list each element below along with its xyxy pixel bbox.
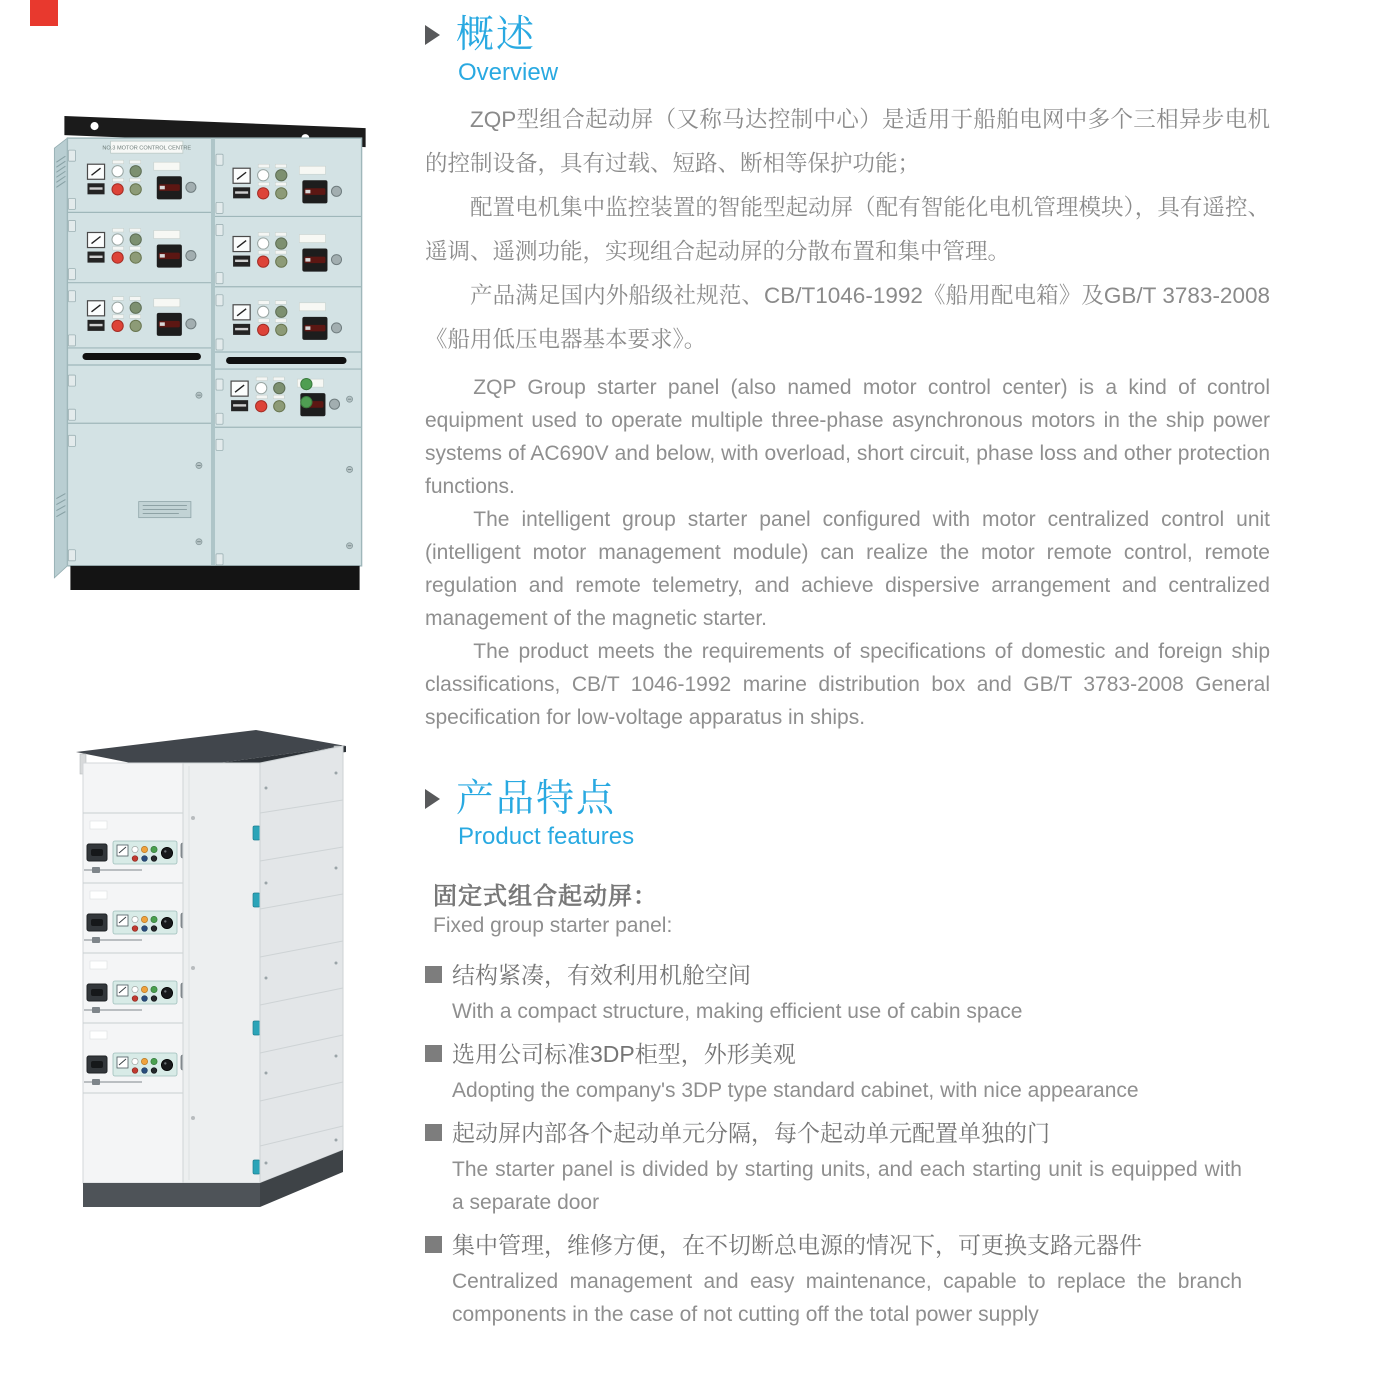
- feature-zh-line: [425, 1116, 1270, 1150]
- starter-unit: [87, 981, 187, 1004]
- feature-en-text: With a compact structure, making efficient use of cabin space: [452, 1000, 1023, 1023]
- overview-paragraph-zh: 配置电机集中监控装置的智能型起动屏（配有智能化电机管理模块），具有遥控、遥调、遥测功能，实现组合起动屏的分散布置和集中管理。: [425, 195, 1270, 264]
- bullet-square-icon: [425, 1045, 442, 1062]
- features-title-en: Product features: [458, 823, 635, 850]
- feature-item: [425, 1116, 1270, 1219]
- features-subtitle-en: Fixed group starter panel:: [433, 914, 673, 937]
- overview-header: [425, 12, 1270, 58]
- feature-en-text: Adopting the company's 3DP type standard cabinet, with nice appearance: [452, 1079, 1139, 1102]
- door-handle: [82, 353, 200, 360]
- feature-item: [425, 958, 1270, 1028]
- features-subtitle-zh: 固定式组合起动屏：: [433, 883, 658, 910]
- features-list: [425, 958, 1270, 1331]
- cabinet-plinth: [70, 566, 359, 590]
- cabinet-name-plate-text: NO.3 MOTOR CONTROL CENTRE: [102, 145, 192, 152]
- features-title-zh: 产品特点: [456, 778, 617, 820]
- starter-unit: [87, 911, 187, 934]
- rating-plate: [139, 502, 191, 518]
- section-marker-icon: [425, 789, 440, 809]
- bullet-square-icon: [425, 1236, 442, 1253]
- feature-item: [425, 1228, 1270, 1331]
- overview-paragraph-en: The intelligent group starter panel configured with motor centralized control unit (intelligent motor management module) can realize the motor remote control, remote regulation and remote telemetry, and achieve dispersive arrangement and centralized management of the magnetic starter.: [425, 508, 1270, 630]
- feature-zh-line: [425, 1037, 1270, 1071]
- overview-title-zh: 概述: [456, 14, 537, 56]
- feature-zh-line: [425, 1228, 1270, 1262]
- overview-title-en: Overview: [458, 59, 559, 86]
- feature-zh-text: 结构紧凑，有效利用机舱空间: [452, 962, 751, 988]
- bullet-square-icon: [425, 966, 442, 983]
- cabinet-center-door: [183, 763, 260, 1183]
- overview-paragraph-en: ZQP Group starter panel (also named motor control center) is a kind of control equipment used to operate multiple three-phase asynchronous motors in the ship power systems of AC690V and below, with overload, short circuit, phase loss and other protection functions.: [425, 376, 1270, 498]
- cabinet-front-illustration: [52, 112, 374, 604]
- cabinet-base: [83, 1183, 260, 1207]
- cabinet-perspective-illustration: [70, 718, 390, 1268]
- features-header: [425, 776, 1270, 822]
- feature-zh-line: [425, 958, 1270, 992]
- overview-paragraph-en: The product meets the requirements of specifications of domestic and foreign ship classifications, CB/T 1046-1992 marine distribution box and GB/T 3783-2008 General specification for low-voltage apparatus in ships.: [425, 640, 1270, 729]
- bullet-square-icon: [425, 1124, 442, 1141]
- feature-zh-text: 集中管理，维修方便，在不切断总电源的情况下，可更换支路元器件: [452, 1232, 1142, 1258]
- overview-paragraph-zh: ZQP型组合起动屏（又称马达控制中心）是适用于船舶电网中多个三相异步电机的控制设备，具有过载、短路、断相等保护功能；: [425, 107, 1270, 176]
- group-starter-panel-photo: [52, 112, 374, 604]
- section-marker-icon: [425, 25, 440, 45]
- feature-item: [425, 1037, 1270, 1107]
- product-features-section: [425, 776, 1270, 1340]
- feature-zh-text: 选用公司标准3DP柜型，外形美观: [452, 1041, 796, 1067]
- 3dp-cabinet-photo: [70, 718, 390, 1268]
- page-corner-accent: [30, 0, 58, 26]
- overview-en-paragraphs: [425, 371, 1270, 734]
- feature-zh-text: 起动屏内部各个起动单元分隔，每个起动单元配置单独的门: [452, 1120, 1050, 1146]
- overview-section: [425, 12, 1270, 734]
- overview-zh-paragraphs: [425, 98, 1270, 362]
- door-handle: [226, 357, 346, 364]
- feature-en-text: The starter panel is divided by starting units, and each starting unit is equipped with a separate door: [452, 1158, 1242, 1214]
- overview-paragraph-zh: 产品满足国内外船级社规范、CB/T1046-1992《船用配电箱》及GB/T 3783-2008《船用低压电器基本要求》。: [425, 283, 1270, 352]
- feature-en-text: Centralized management and easy maintenance, capable to replace the branch components in the case of not cutting off the total power supply: [452, 1270, 1242, 1326]
- starter-unit: [87, 841, 187, 864]
- starter-unit: [87, 1053, 187, 1076]
